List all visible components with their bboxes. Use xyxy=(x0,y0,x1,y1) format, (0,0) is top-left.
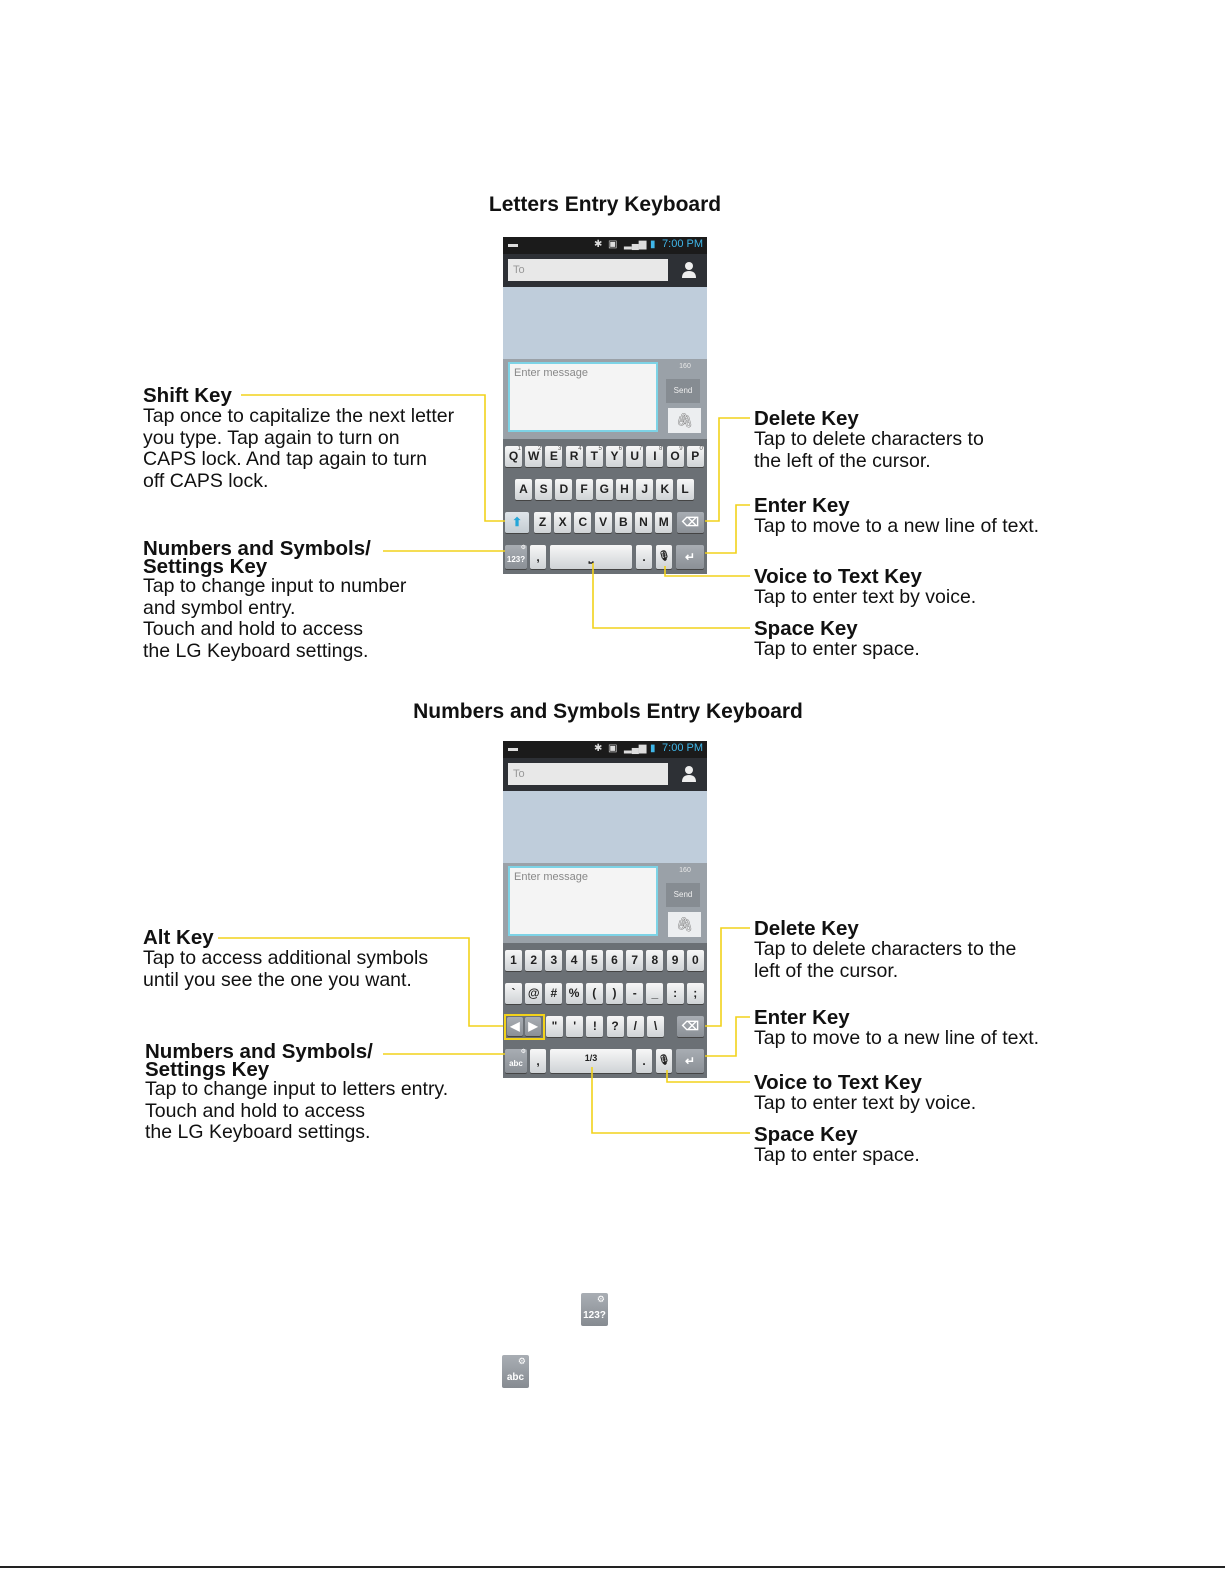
key-label: 6 xyxy=(611,953,618,967)
key-label: Y xyxy=(610,449,619,463)
key-label: 4 xyxy=(570,953,578,967)
key-label: # xyxy=(550,986,558,1000)
callout-description: Tap to delete characters to the left of the cursor. xyxy=(754,938,1017,982)
footer-rule xyxy=(0,1566,1225,1568)
key-label: N xyxy=(639,515,648,529)
key-label: ( xyxy=(592,986,597,1000)
key-label: \ xyxy=(653,1019,658,1033)
numbers-symbols-key-icon xyxy=(581,1293,608,1326)
callout-description: Tap to access additional symbols until you see the one you want. xyxy=(143,947,429,991)
send-button[interactable]: Send xyxy=(666,379,700,403)
key-label: _ xyxy=(651,986,659,1000)
figure-title-letters: Letters Entry Keyboard xyxy=(488,193,722,216)
backspace-icon: ⌫ xyxy=(682,1019,699,1033)
space-bar-icon: ⎵ xyxy=(588,550,594,564)
key-label: 0 xyxy=(691,953,699,967)
key-label: C xyxy=(578,515,588,529)
key-label: R xyxy=(569,449,579,463)
callout-heading: Space Key xyxy=(754,617,858,640)
bluetooth-icon: ✱ xyxy=(594,239,603,250)
key-label: abc xyxy=(509,1059,523,1068)
shift-arrow-icon: ⬆ xyxy=(511,515,523,529)
key-label: . xyxy=(642,1054,646,1068)
key-label: U xyxy=(630,449,640,463)
key-label: 5 xyxy=(590,953,598,967)
status-time: 7:00 PM xyxy=(662,742,703,754)
key-label: P xyxy=(691,449,700,463)
character-count: 160 xyxy=(679,363,691,370)
key-label: ` xyxy=(511,986,516,1000)
callout-description: Tap to change input to letters entry. Touch and hold to access the LG Keyboard settings. xyxy=(145,1078,449,1143)
key-label: 7 xyxy=(631,953,639,967)
callout-heading: Numbers and Symbols/ Settings Key xyxy=(145,1040,373,1081)
callout-description: Tap to change input to number and symbol entry. Touch and hold to access the LG Keyboard settings. xyxy=(143,575,407,662)
key-label: abc xyxy=(506,1372,525,1383)
callout-description: Tap to move to a new line of text. xyxy=(754,1027,1040,1049)
battery-icon: ▮ xyxy=(650,239,656,250)
callout-description: Tap to enter space. xyxy=(754,638,920,660)
key-hint: 3 xyxy=(558,446,562,452)
key-hint: 8 xyxy=(659,446,663,452)
key-label: Z xyxy=(538,515,547,529)
key-hint: 9 xyxy=(679,446,683,452)
key-label: O xyxy=(670,449,680,463)
key-label: H xyxy=(620,482,629,496)
key-label: 123? xyxy=(583,1310,606,1321)
key-label: - xyxy=(632,986,637,1000)
nfc-icon: ▣ xyxy=(608,239,618,250)
key-label: 123? xyxy=(506,555,526,564)
callout-heading: Enter Key xyxy=(754,494,850,517)
key-hint: 5 xyxy=(598,446,602,452)
callout-heading: Voice to Text Key xyxy=(754,1071,922,1094)
nfc-icon: ▣ xyxy=(608,743,618,754)
attach-icon[interactable]: 🖇 xyxy=(668,912,701,937)
key-label: , xyxy=(536,1054,540,1068)
gear-icon: ⚙ xyxy=(520,545,526,551)
character-count: 160 xyxy=(679,867,691,874)
callout-heading: Shift Key xyxy=(143,384,232,407)
callout-description: Tap to enter text by voice. xyxy=(754,1092,977,1114)
key-label: ! xyxy=(592,1019,597,1033)
callout-heading: Voice to Text Key xyxy=(754,565,922,588)
callout-heading: Delete Key xyxy=(754,917,859,940)
backspace-icon: ⌫ xyxy=(682,515,699,529)
key-label: Q xyxy=(508,449,519,463)
arrow-right-icon: ▶ xyxy=(528,1019,538,1033)
gear-icon: ⚙ xyxy=(520,1049,526,1055)
key-hint: 2 xyxy=(537,446,542,452)
key-label: L xyxy=(681,482,689,496)
key-hint: 6 xyxy=(618,446,622,452)
key-hint: 1 xyxy=(517,446,521,452)
microphone-icon: 🎙 xyxy=(657,1055,671,1066)
key-hint: 4 xyxy=(578,446,582,452)
callout-description: Tap to move to a new line of text. xyxy=(754,515,1040,537)
figure-title-numbers-symbols: Numbers and Symbols Entry Keyboard xyxy=(413,700,803,723)
callout-description: Tap to enter text by voice. xyxy=(754,586,977,608)
key-hint: 0 xyxy=(699,446,703,452)
key-label: D xyxy=(559,482,569,496)
key-label: V xyxy=(599,515,608,529)
key-label: X xyxy=(558,515,567,529)
key-label: 9 xyxy=(671,953,679,967)
microphone-icon: 🎙 xyxy=(657,551,671,562)
callout-heading: Alt Key xyxy=(143,926,214,949)
key-label: A xyxy=(519,482,528,496)
attach-icon[interactable]: 🖇 xyxy=(668,408,701,433)
callout-description: Tap to delete characters to the left of the cursor. xyxy=(754,428,984,472)
callout-heading: Delete Key xyxy=(754,407,859,430)
message-input[interactable]: Enter message xyxy=(508,362,658,432)
recipient-input[interactable]: To xyxy=(508,259,668,281)
key-label: E xyxy=(549,449,558,463)
key-label: I xyxy=(653,449,657,463)
key-label: ) xyxy=(612,986,617,1000)
send-button[interactable]: Send xyxy=(666,883,700,907)
key-label: 1/3 xyxy=(584,1053,598,1063)
key-label: 2 xyxy=(530,953,538,967)
key-label: J xyxy=(641,482,649,496)
key-label: ? xyxy=(611,1019,619,1033)
key-label: % xyxy=(568,986,580,1000)
key-label: / xyxy=(633,1019,637,1033)
key-label: T xyxy=(590,449,598,463)
callout-description: Tap to enter space. xyxy=(754,1144,920,1166)
notification-icon: ▬ xyxy=(508,239,518,250)
battery-icon: ▮ xyxy=(650,743,656,754)
key-label: , xyxy=(536,550,540,564)
key-label: M xyxy=(658,515,669,529)
enter-arrow-icon: ↵ xyxy=(684,550,696,564)
status-time: 7:00 PM xyxy=(662,238,703,250)
callout-heading: Enter Key xyxy=(754,1006,850,1029)
key-label: . xyxy=(642,550,646,564)
key-label: W xyxy=(528,449,540,463)
key-label: 3 xyxy=(550,953,558,967)
signal-icon: ▂▄▆ xyxy=(624,743,647,754)
enter-arrow-icon: ↵ xyxy=(684,1054,696,1068)
key-label: S xyxy=(539,482,548,496)
message-input[interactable]: Enter message xyxy=(508,866,658,936)
key-label: 1 xyxy=(510,953,517,967)
gear-icon: ⚙ xyxy=(517,1356,526,1366)
bluetooth-icon: ✱ xyxy=(594,743,603,754)
key-label: " xyxy=(551,1019,558,1033)
callout-heading: Numbers and Symbols/ Settings Key xyxy=(143,537,371,578)
notification-icon: ▬ xyxy=(508,743,518,754)
key-hint: 7 xyxy=(638,446,643,452)
key-label: F xyxy=(580,482,588,496)
key-label: ' xyxy=(573,1019,577,1033)
key-label: : xyxy=(673,986,678,1000)
callout-description: Tap once to capitalize the next letter you type. Tap again to turn on CAPS lock. And tap again to turn off CAPS lock. xyxy=(143,405,455,492)
key-label: B xyxy=(618,515,628,529)
gear-icon: ⚙ xyxy=(596,1294,605,1304)
recipient-input[interactable]: To xyxy=(508,763,668,785)
callout-heading: Space Key xyxy=(754,1123,858,1146)
key-label: K xyxy=(660,482,670,496)
letters-key-icon xyxy=(502,1355,529,1388)
key-label: 8 xyxy=(651,953,659,967)
arrow-left-icon: ◀ xyxy=(510,1019,520,1033)
key-label: ; xyxy=(693,986,698,1000)
signal-icon: ▂▄▆ xyxy=(624,239,647,250)
key-label: G xyxy=(599,482,609,496)
key-label: @ xyxy=(527,986,540,1000)
